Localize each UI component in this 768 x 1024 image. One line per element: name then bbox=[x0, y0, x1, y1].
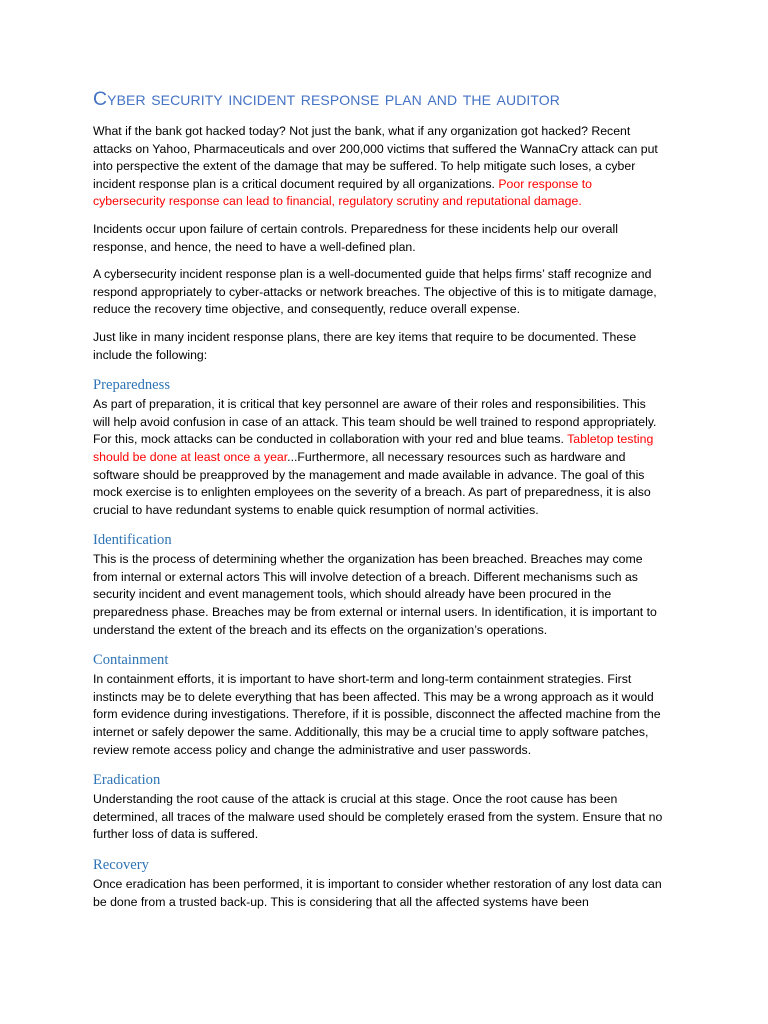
intro-paragraph-1 bbox=[93, 123, 663, 211]
section-text-recovery: Once eradication has been performed, it is important to consider whether restoration of any lost data can be done from a trusted back-up. This is considering that all the affected systems have been bbox=[93, 877, 662, 909]
document-title: Cyber security incident response plan and the auditor bbox=[93, 88, 561, 110]
intro-highlight: Poor response to cybersecurity response can lead to financial, regulatory scrutiny and reputational damage. bbox=[93, 176, 592, 209]
intro-paragraph-4: Just like in many incident response plans, there are key items that require to be documented. These include the following: bbox=[93, 329, 637, 362]
preparedness-text-before: As part of preparation, it is critical that key personnel are aware of their roles and responsibilities. This will help avoid confusion in case of an attack. This team should be well trained to respond appropriately. For this, mock attacks can be conducted in collaboration with your red and blue teams. bbox=[93, 397, 657, 447]
section-text-containment: In containment efforts, it is important to have short-term and long-term containment strategies. First instincts may be to delete everything that has been affected. This may be a wrong approach as it would form evidence during investigations. Therefore, if it is possible, disconnect the affected machine from the internet or safely depower the same. Additionally, this may be a crucial time to apply software patches, review remote access policy and change the administrative and user passwords. bbox=[93, 672, 661, 757]
preparedness-highlight: Tabletop testing should be done at least once a year bbox=[93, 432, 654, 464]
section-heading-containment: Containment bbox=[93, 652, 169, 669]
preparedness-text-after: ...Furthermore, all necessary resources such as hardware and software should be preapproved by the management and made available in advance. The goal of this mock exercise is to enlighten employees on the severity of a breach. As part of preparedness, it is also crucial to have redundant systems to enable quick resumption of normal activities. bbox=[93, 449, 651, 517]
section-heading-preparedness: Preparedness bbox=[93, 377, 170, 394]
section-text-preparedness bbox=[93, 396, 663, 519]
intro-paragraph-2: Incidents occur upon failure of certain controls. Preparedness for these incidents help our overall response, and hence, the need to have a well-defined plan. bbox=[93, 221, 618, 254]
intro-paragraph-3: A cybersecurity incident response plan is a well-documented guide that helps firms’ staff recognize and respond appropriately to cyber-attacks or network breaches. The objective of this is to mitigate damage, reduce the recovery time objective, and consequently, reduce overall expense. bbox=[93, 267, 657, 317]
section-text-identification: This is the process of determining whether the organization has been breached. Breaches may come from internal or external actors This will involve detection of a breach. Different mechanisms such as security incident and event management tools, which should already have been procured in the preparedness phase. Breaches may be from external or internal users. In identification, it is important to understand the extent of the breach and its effects on the organization’s operations. bbox=[93, 552, 657, 637]
section-heading-eradication: Eradication bbox=[93, 772, 161, 789]
document-page bbox=[93, 88, 663, 911]
section-heading-identification: Identification bbox=[93, 532, 172, 549]
section-text-eradication: Understanding the root cause of the attack is crucial at this stage. Once the root cause has been determined, all traces of the malware used should be completely erased from the system. Ensure that no further loss of data is suffered. bbox=[93, 792, 663, 842]
section-heading-recovery: Recovery bbox=[93, 857, 149, 873]
intro-paragraph-1-text: What if the bank got hacked today? Not just the bank, what if any organization got hacked? Recent attacks on Yahoo, Pharmaceuticals and over 200,000 victims that suffered the WannaCry attack can put into perspective the extent of the damage that may be suffered. To help mitigate such loses, a cyber incident response plan is a critical document required by all organizations. bbox=[93, 124, 658, 191]
